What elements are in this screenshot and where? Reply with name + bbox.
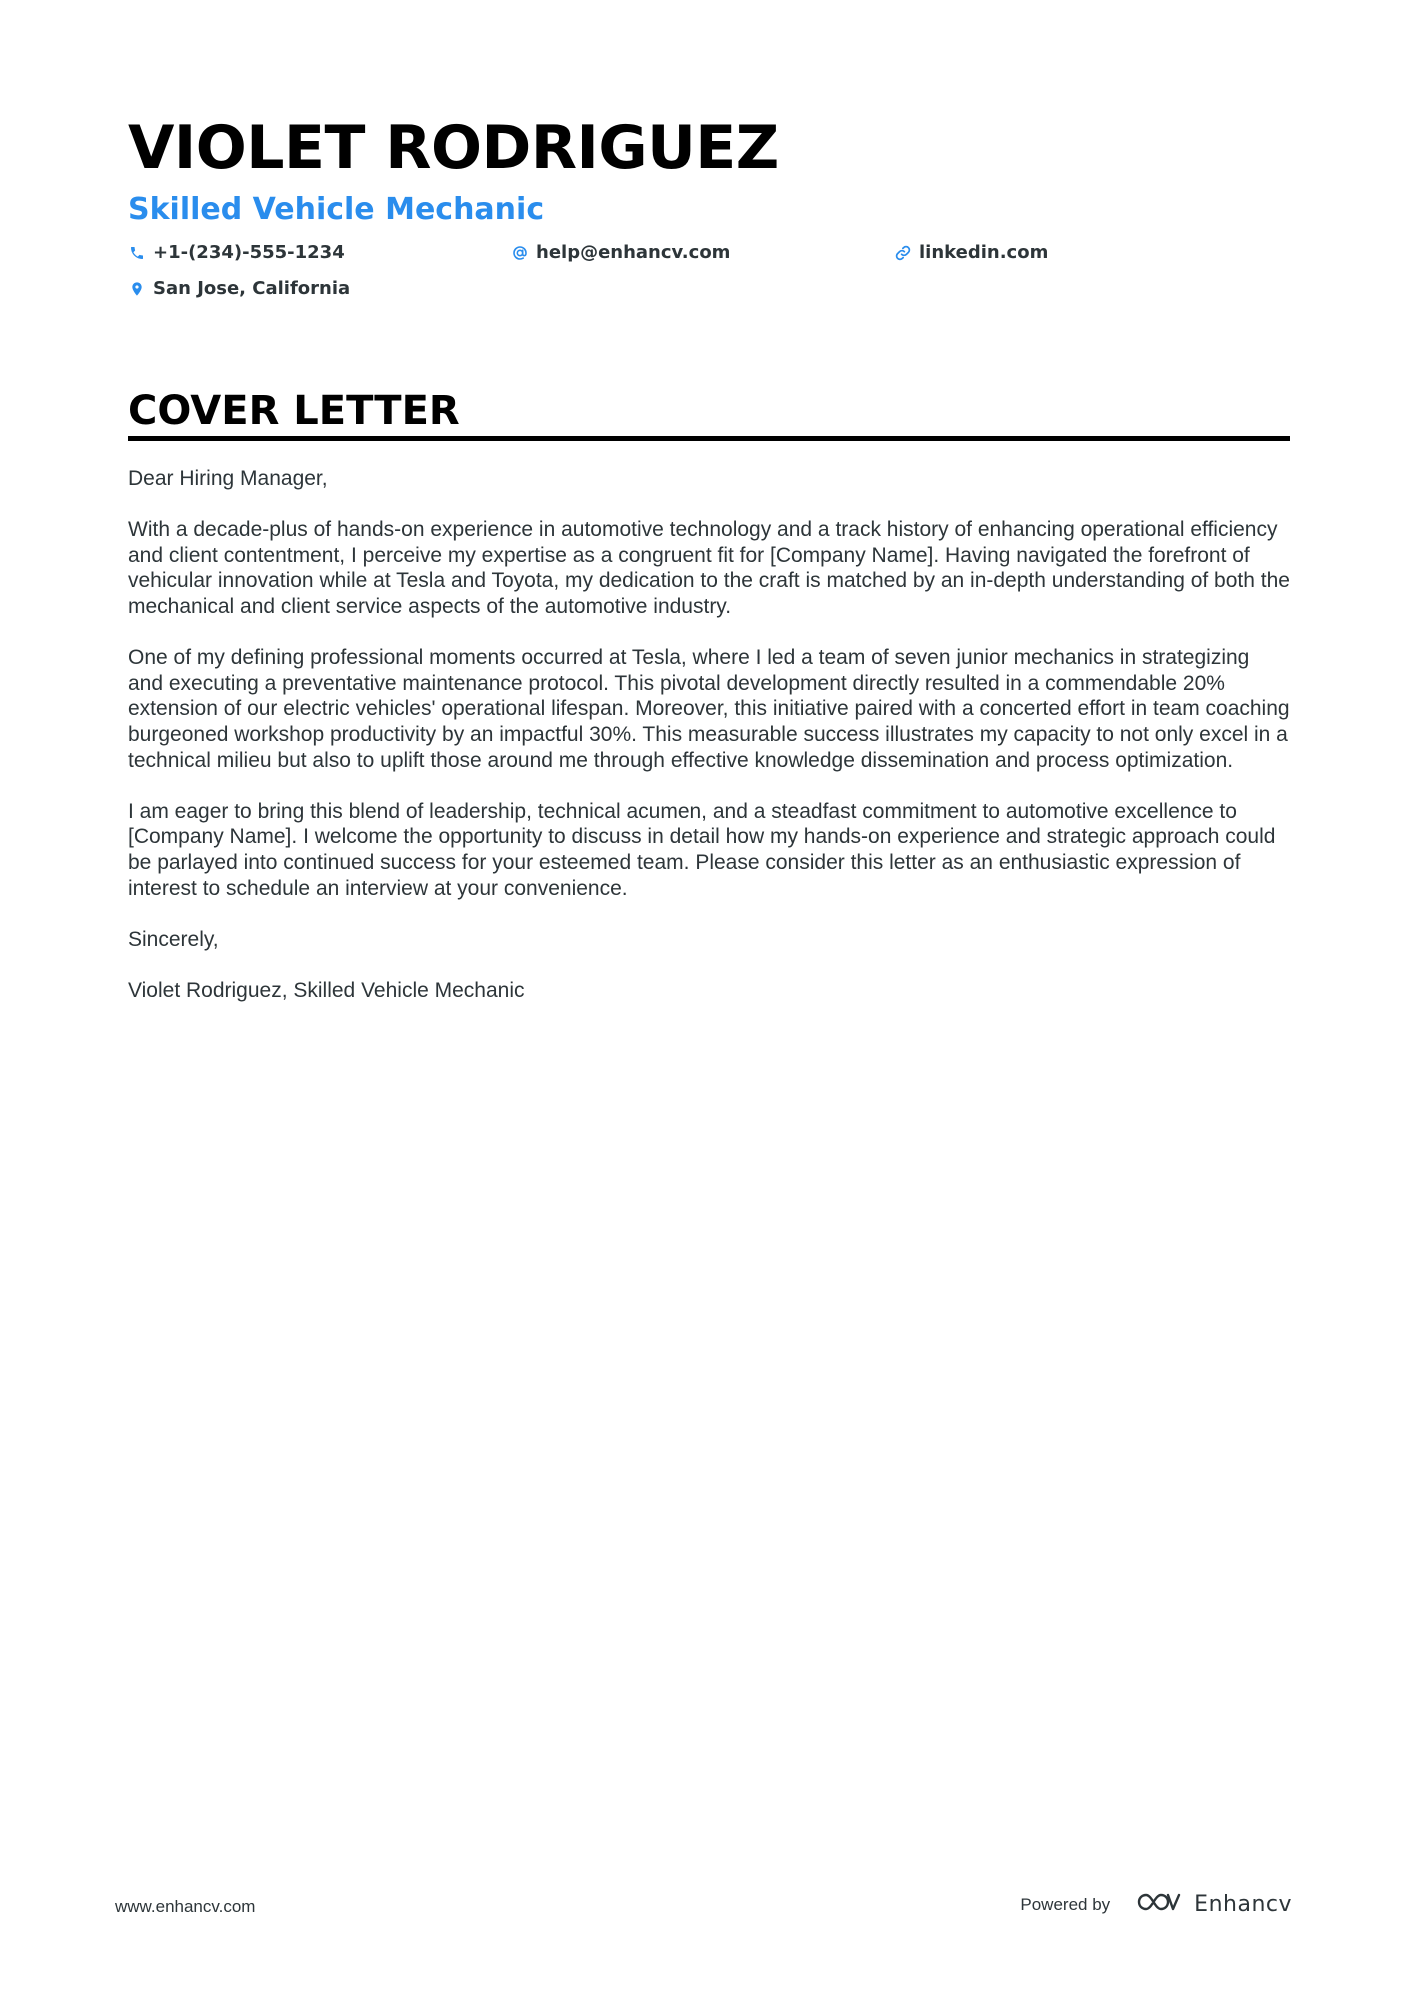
brand-name: Enhancv [1194,1892,1292,1917]
letter-body [128,466,1290,1029]
letter-signature: Violet Rodriguez, Skilled Vehicle Mechanic [128,978,525,1002]
powered-by-label: Powered by [1020,1894,1111,1914]
contact-link [894,241,1048,265]
enhancv-logo-icon [1136,1890,1194,1919]
contact-email-text[interactable]: help@enhancv.com [536,242,731,263]
letter-paragraph: One of my defining professional moments occurred at Tesla, where I led a team of seven junior mechanics in strategizing and executing a preventative maintenance protocol. This pivotal development directly resulted in a commendable 20% extension of our electric vehicles' operational lifespan. Moreover, this initiative paired with a concerted effort in team coaching burgeoned workshop productivity by an impactful 30%. This measurable success illustrates my capacity to not only excel in a technical milieu but also to uplift those around me through effective knowledge dissemination and process optimization. [128,646,1290,772]
section-title: COVER LETTER [128,388,460,434]
contact-email [511,241,730,265]
map-pin-icon [128,280,146,298]
at-sign-icon [511,244,529,262]
candidate-name: VIOLET RODRIGUEZ [128,113,779,183]
letter-closing: Sincerely, [128,927,219,951]
footer-website[interactable]: www.enhancv.com [115,1897,256,1916]
letter-paragraph: With a decade-plus of hands-on experience in automotive technology and a track history of enhancing operational efficiency and client contentment, I perceive my expertise as a congruent fit for [Company Name]. Having navigated the forefront of vehicular innovation while at Tesla and Toyota, my dedication to the craft is matched by an in-depth understanding of both the mechanical and client service aspects of the automotive industry. [128,518,1290,618]
contact-phone [128,241,345,265]
footer-branding [1020,1890,1292,1919]
contact-location [128,277,350,301]
contact-link-text[interactable]: linkedin.com [919,242,1049,263]
letter-paragraph: I am eager to bring this blend of leadership, technical acumen, and a steadfast commitment to automotive excellence to [Company Name]. I welcome the opportunity to discuss in detail how my hands-on experience and strategic approach could be parlayed into continued success for your esteemed team. Please consider this letter as an enthusiastic expression of interest to schedule an interview at your convenience. [128,799,1276,900]
contact-location-text: San Jose, California [153,278,351,299]
link-icon [894,244,912,262]
candidate-headline: Skilled Vehicle Mechanic [128,192,545,227]
contact-phone-text: +1-(234)-555-1234 [153,242,345,263]
section-divider [128,436,1290,441]
letter-greeting: Dear Hiring Manager, [128,467,328,490]
phone-icon [128,244,146,262]
